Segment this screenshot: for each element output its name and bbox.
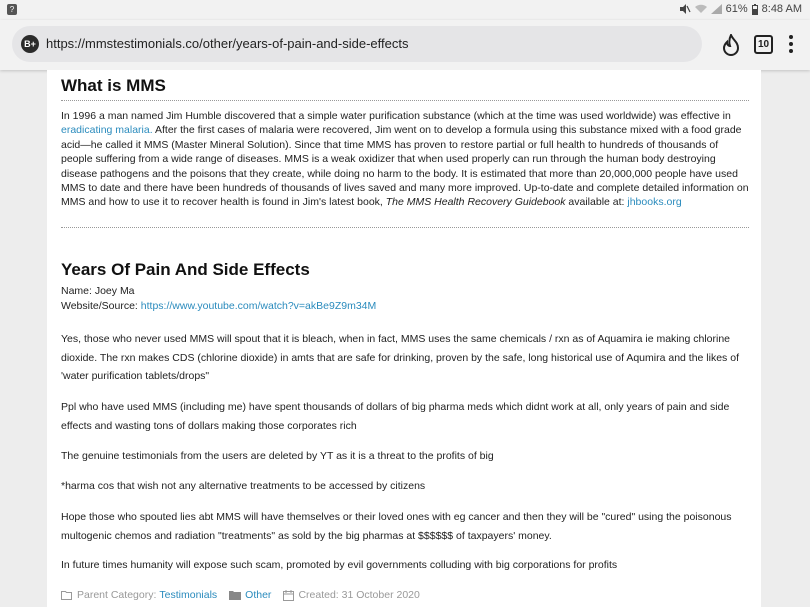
page-content xyxy=(47,70,761,607)
paragraph: Yes, those who never used MMS will spout that it is bleach, when in fact, MMS uses the same chemicals / rxn as of Aquamira ie making chlorine dioxide. The rxn makes CDS (chlorine dioxide) in amts that are safe for drinking, proven by the safe, long historical use of Aqumira and the likes of 'water purification tablets/drops" xyxy=(61,333,739,382)
author-name: Name: Joey Ma xyxy=(61,285,135,297)
source-link[interactable]: https://www.youtube.com/watch?v=akBe9Z9m34M xyxy=(140,300,377,312)
wifi-icon xyxy=(695,4,707,14)
parent-category-label: Parent Category: xyxy=(77,589,157,601)
status-indicators xyxy=(679,3,802,15)
divider xyxy=(61,227,749,228)
folder-open-icon xyxy=(61,590,73,600)
article-title: Years Of Pain And Side Effects xyxy=(61,260,310,279)
website-source: Website/Source: https://www.youtube.com/watch?v=akBe9Z9m34M xyxy=(61,300,377,312)
clock: 8:48 AM xyxy=(761,3,802,15)
site-info-icon[interactable]: B+ xyxy=(21,35,39,53)
mms-heading: What is MMS xyxy=(61,76,166,95)
url-text[interactable]: https://mmstestimonials.co/other/years-of-pain-and-side-effects xyxy=(46,36,409,51)
signal-icon xyxy=(711,4,722,14)
mute-icon xyxy=(679,4,691,14)
paragraph: The genuine testimonials from the users are deleted by YT as it is a threat to the profits of big xyxy=(61,450,494,462)
status-bar xyxy=(0,0,810,20)
tab-switcher-button[interactable]: 10 xyxy=(754,35,773,54)
book-title: The MMS Health Recovery Guidebook xyxy=(385,196,566,209)
overflow-menu-icon[interactable] xyxy=(788,33,794,55)
category-link[interactable]: Other xyxy=(245,589,272,601)
address-bar[interactable] xyxy=(12,26,702,62)
battery-icon xyxy=(752,4,758,15)
mms-description: In 1996 a man named Jim Humble discovered that a simple water purification substance (which at the time was used worldwide) was effective in eradicating malaria. After the first cases of malaria were recovered, Jim went on to develop a formula using this substance mixed with a food grade acid—he called it MMS (Master Mineral Solution). Since that time MMS has proven to restore partial or full health to hundreds of thousands of people suffering from a wide range of diseases. MMS is a weak oxidizer that when used properly can run through the human body destroying disease pathogens and the poisons that they create, while doing no harm to the body. It is estimated that more than 20,000,000 people have used MMS to date and there have been hundreds of thousands of lives saved and many more improved. Up-to-date and complete detailed information on MMS and how to use it to recover health is found in Jim's latest book, The MMS Health Recovery Guidebook available at: jhbooks.org xyxy=(61,110,749,209)
notification-icon: ? xyxy=(7,4,17,15)
created-date: Created: 31 October 2020 xyxy=(298,589,420,601)
folder-icon xyxy=(229,590,241,600)
paragraph: Ppl who have used MMS (including me) have spent thousands of dollars of big pharma meds which didnt work at all, only years of pain and side effects and wasting tons of dollars making those corporates rich xyxy=(61,401,730,432)
paragraph: In future times humanity will expose such scam, promoted by evil governments colluding with big corporations for profits xyxy=(61,559,618,571)
browser-toolbar xyxy=(0,20,810,70)
calendar-icon xyxy=(283,590,294,601)
paragraph: *harma cos that wish not any alternative treatments to be accessed by citizens xyxy=(61,480,426,492)
flame-icon[interactable] xyxy=(722,34,740,56)
eradicating-malaria-link[interactable]: eradicating malaria. xyxy=(61,124,153,137)
battery-percent: 61% xyxy=(725,3,748,15)
article-footer xyxy=(61,589,420,601)
paragraph: Hope those who spouted lies abt MMS will have themselves or their loved ones with eg cancer and then they will be "cured" using the poisonous multogenic chemos and radiation "treatments" as sold by the big pharmas at $$$$$$ of taxpayers' money. xyxy=(61,511,732,542)
divider xyxy=(61,100,749,101)
parent-category-link[interactable]: Testimonials xyxy=(159,589,218,601)
jhbooks-link[interactable]: jhbooks.org xyxy=(627,196,682,209)
